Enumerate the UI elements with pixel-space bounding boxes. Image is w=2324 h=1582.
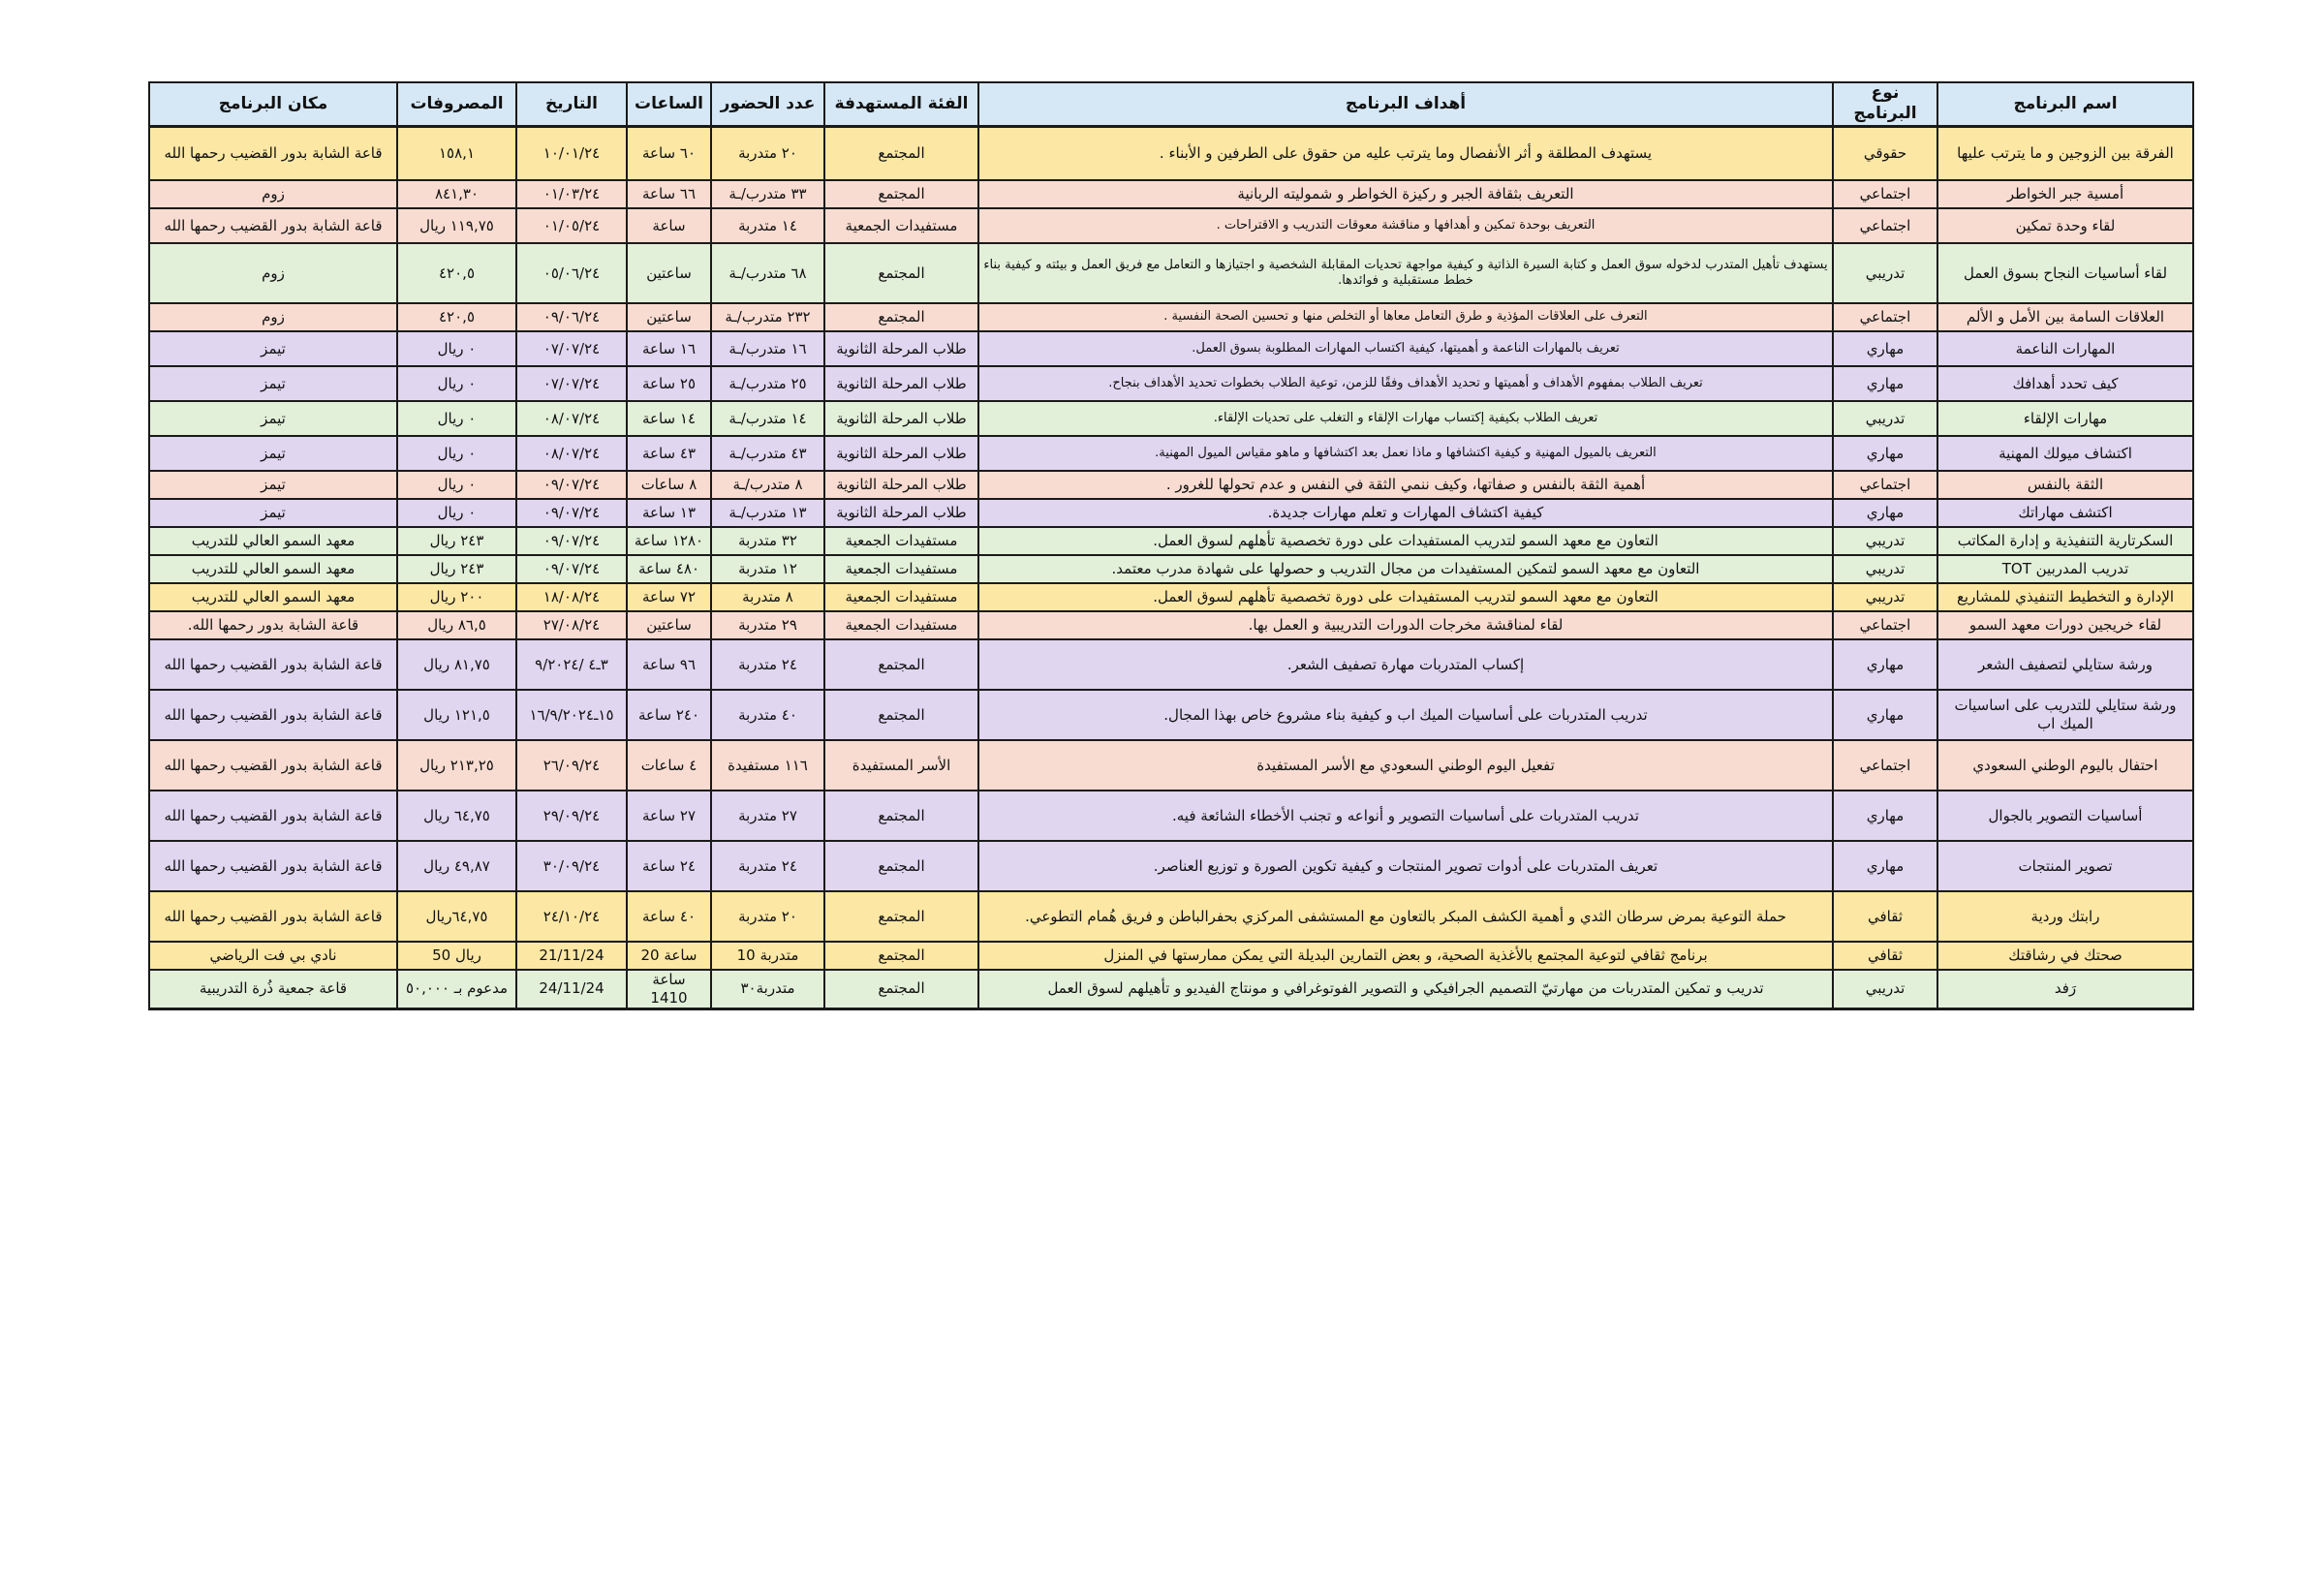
program-name: الفرقة بين الزوجين و ما يترتب عليها — [1937, 126, 2193, 180]
program-name: أمسية جبر الخواطر — [1937, 180, 2193, 208]
program-hours: ساعتين — [627, 243, 711, 303]
program-hours: ساعة 20 — [627, 942, 711, 970]
program-name: تصوير المنتجات — [1937, 841, 2193, 891]
program-name: اكتشاف ميولك المهنية — [1937, 436, 2193, 471]
program-goals: تعريف الطلاب بمفهوم الأهداف و أهميتها و تحديد الأهداف وفقًا للزمن، توعية الطلاب بخطوات تحديد الأهداف بنجاح. — [978, 366, 1833, 401]
program-name: لقاء وحدة تمكين — [1937, 208, 2193, 243]
program-hours: ٤٣ ساعة — [627, 436, 711, 471]
program-audience: طلاب المرحلة الثانوية — [824, 499, 978, 527]
program-expenses: ٨٤١,٣٠ — [397, 180, 516, 208]
program-hours: ٤٠ ساعة — [627, 891, 711, 942]
program-hours: ٤٨٠ ساعة — [627, 555, 711, 583]
table-row — [149, 791, 2193, 841]
program-date: ٠٩/٠٧/٢٤ — [516, 555, 627, 583]
program-attendance: ٢٧ متدربة — [711, 791, 824, 841]
program-name: المهارات الناعمة — [1937, 331, 2193, 366]
program-type: حقوقي — [1833, 126, 1937, 180]
program-date: ٠٨/٠٧/٢٤ — [516, 401, 627, 436]
table-row — [149, 208, 2193, 243]
program-hours: ١٦ ساعة — [627, 331, 711, 366]
program-attendance: متدربة 10 — [711, 942, 824, 970]
program-goals: إكساب المتدربات مهارة تصفيف الشعر. — [978, 639, 1833, 690]
program-type: مهاري — [1833, 499, 1937, 527]
program-hours: ٧٢ ساعة — [627, 583, 711, 611]
program-place: قاعة الشابة بدور رحمها الله. — [149, 611, 397, 639]
program-audience: المجتمع — [824, 180, 978, 208]
program-type: تدريبي — [1833, 243, 1937, 303]
program-place: قاعة الشابة بدور القضيب رحمها الله — [149, 639, 397, 690]
program-audience: مستفيدات الجمعية — [824, 527, 978, 555]
program-audience: مستفيدات الجمعية — [824, 583, 978, 611]
program-goals: كيفية اكتشاف المهارات و تعلم مهارات جديدة. — [978, 499, 1833, 527]
program-expenses: ٠ ريال — [397, 401, 516, 436]
program-name: ورشة ستايلي لتصفيف الشعر — [1937, 639, 2193, 690]
program-date: ٣٠/٠٩/٢٤ — [516, 841, 627, 891]
program-date: ٠٩/٠٦/٢٤ — [516, 303, 627, 331]
program-type: اجتماعي — [1833, 740, 1937, 791]
program-hours: ١٢٨٠ ساعة — [627, 527, 711, 555]
program-name: كيف تحدد أهدافك — [1937, 366, 2193, 401]
program-date: 24/11/24 — [516, 970, 627, 1008]
program-type: مهاري — [1833, 791, 1937, 841]
program-date: ٠٨/٠٧/٢٤ — [516, 436, 627, 471]
program-date: ٠١/٠٣/٢٤ — [516, 180, 627, 208]
program-attendance: ١٤ متدرب/ـة — [711, 401, 824, 436]
program-name: أساسيات التصوير بالجوال — [1937, 791, 2193, 841]
program-place: قاعة الشابة بدور القضيب رحمها الله — [149, 791, 397, 841]
program-attendance: ٢٤ متدربة — [711, 841, 824, 891]
program-expenses: ١٥٨,١ — [397, 126, 516, 180]
program-name: الإدارة و التخطيط التنفيذي للمشاريع — [1937, 583, 2193, 611]
table-row — [149, 180, 2193, 208]
program-date: ٢٤/١٠/٢٤ — [516, 891, 627, 942]
program-place: معهد السمو العالي للتدريب — [149, 527, 397, 555]
program-type: اجتماعي — [1833, 471, 1937, 499]
program-audience: طلاب المرحلة الثانوية — [824, 401, 978, 436]
program-expenses: ٦٤,٧٥ريال — [397, 891, 516, 942]
program-date: ١٠/٠١/٢٤ — [516, 126, 627, 180]
program-attendance: ١٢ متدربة — [711, 555, 824, 583]
table-row — [149, 401, 2193, 436]
program-expenses: ٠ ريال — [397, 366, 516, 401]
program-type: مهاري — [1833, 841, 1937, 891]
program-attendance: ٨ متدرب/ـة — [711, 471, 824, 499]
header-row — [149, 82, 2193, 126]
program-goals: التعاون مع معهد السمو لتمكين المستفيدات من مجال التدريب و حصولها على شهادة مدرب معتمد. — [978, 555, 1833, 583]
program-name: اكتشف مهاراتك — [1937, 499, 2193, 527]
table-row — [149, 303, 2193, 331]
program-type: اجتماعي — [1833, 611, 1937, 639]
program-audience: مستفيدات الجمعية — [824, 555, 978, 583]
header-audience: الفئة المستهدفة — [824, 82, 978, 126]
header-name: اسم البرنامج — [1937, 82, 2193, 126]
program-name: رَفد — [1937, 970, 2193, 1008]
table-row — [149, 611, 2193, 639]
program-place: تيمز — [149, 499, 397, 527]
program-audience: المجتمع — [824, 690, 978, 740]
program-hours: ١٤ ساعة — [627, 401, 711, 436]
program-audience: الأسر المستفيدة — [824, 740, 978, 791]
program-goals: تعريف بالمهارات الناعمة و أهميتها، كيفية اكتساب المهارات المطلوبة بسوق العمل. — [978, 331, 1833, 366]
program-type: تدريبي — [1833, 527, 1937, 555]
program-audience: طلاب المرحلة الثانوية — [824, 436, 978, 471]
program-date: ٠٧/٠٧/٢٤ — [516, 366, 627, 401]
program-expenses: مدعوم بـ ٥٠,٠٠٠ — [397, 970, 516, 1008]
program-place: قاعة الشابة بدور القضيب رحمها الله — [149, 690, 397, 740]
program-attendance: ٢٥ متدرب/ـة — [711, 366, 824, 401]
program-audience: المجتمع — [824, 303, 978, 331]
program-audience: المجتمع — [824, 243, 978, 303]
table-row — [149, 841, 2193, 891]
program-hours: ساعة 1410 — [627, 970, 711, 1008]
program-hours: ساعتين — [627, 303, 711, 331]
program-attendance: ٢٠ متدربة — [711, 891, 824, 942]
program-date: ٠٧/٠٧/٢٤ — [516, 331, 627, 366]
program-hours: ٦٠ ساعة — [627, 126, 711, 180]
program-audience: المجتمع — [824, 942, 978, 970]
program-date: ٢٩/٠٩/٢٤ — [516, 791, 627, 841]
program-goals: لقاء لمناقشة مخرجات الدورات التدريبية و العمل بها. — [978, 611, 1833, 639]
program-place: تيمز — [149, 401, 397, 436]
table-row — [149, 436, 2193, 471]
program-place: تيمز — [149, 436, 397, 471]
program-name: العلاقات السامة بين الأمل و الألم — [1937, 303, 2193, 331]
program-hours: ١٣ ساعة — [627, 499, 711, 527]
program-expenses: ٨١,٧٥ ريال — [397, 639, 516, 690]
program-date: ٢٦/٠٩/٢٤ — [516, 740, 627, 791]
program-place: تيمز — [149, 471, 397, 499]
table-row — [149, 471, 2193, 499]
program-goals: تعريف المتدربات على أدوات تصوير المنتجات و كيفية تكوين الصورة و توزيع العناصر. — [978, 841, 1833, 891]
program-hours: ٤ ساعات — [627, 740, 711, 791]
program-place: قاعة الشابة بدور القضيب رحمها الله — [149, 740, 397, 791]
program-type: اجتماعي — [1833, 208, 1937, 243]
program-goals: أهمية الثقة بالنفس و صفاتها، وكيف ننمي الثقة في النفس و عدم تحولها للغرور . — [978, 471, 1833, 499]
program-goals: التعريف بثقافة الجبر و ركيزة الخواطر و شموليته الربانية — [978, 180, 1833, 208]
program-report-sheet — [150, 81, 2194, 1010]
program-expenses: ٤٢٠,٥ — [397, 303, 516, 331]
program-type: مهاري — [1833, 366, 1937, 401]
program-date: ٠١/٠٥/٢٤ — [516, 208, 627, 243]
program-goals: التعاون مع معهد السمو لتدريب المستفيدات على دورة تخصصية تأهلهم لسوق العمل. — [978, 527, 1833, 555]
program-goals: يستهدف تأهيل المتدرب لدخوله سوق العمل و كتابة السيرة الذاتية و كيفية مواجهة تحديات المقابلة الشخصية و اجتيازها و التعامل مع فريق العمل و بيئته و كيفية بناء خطط مستقبلية و فوائدها. — [978, 243, 1833, 303]
table-row — [149, 690, 2193, 740]
program-expenses: ٢١٣,٢٥ ريال — [397, 740, 516, 791]
table-row — [149, 527, 2193, 555]
program-place: زوم — [149, 303, 397, 331]
program-expenses: ٢٤٣ ريال — [397, 555, 516, 583]
program-goals: التعاون مع معهد السمو لتدريب المستفيدات على دورة تخصصية تأهلهم لسوق العمل. — [978, 583, 1833, 611]
program-place: زوم — [149, 180, 397, 208]
program-place: معهد السمو العالي للتدريب — [149, 583, 397, 611]
program-date: ٣ـ٤ /٩/٢٠٢٤ — [516, 639, 627, 690]
program-expenses: ٤٢٠,٥ — [397, 243, 516, 303]
program-place: نادي بي فت الرياضي — [149, 942, 397, 970]
program-hours: ٢٤٠ ساعة — [627, 690, 711, 740]
program-goals: تفعيل اليوم الوطني السعودي مع الأسر المستفيدة — [978, 740, 1833, 791]
table-row — [149, 126, 2193, 180]
program-goals: حملة التوعية بمرض سرطان الثدي و أهمية الكشف المبكر بالتعاون مع المستشفى المركزي بحفرالباطن و فريق هُمام التطوعي. — [978, 891, 1833, 942]
program-place: تيمز — [149, 366, 397, 401]
program-expenses: ١١٩,٧٥ ريال — [397, 208, 516, 243]
program-place: قاعة الشابة بدور القضيب رحمها الله — [149, 841, 397, 891]
table-row — [149, 331, 2193, 366]
program-name: صحتك في رشاقتك — [1937, 942, 2193, 970]
program-name: مهارات الإلقاء — [1937, 401, 2193, 436]
program-type: اجتماعي — [1833, 180, 1937, 208]
program-type: ثقافي — [1833, 891, 1937, 942]
program-place: قاعة جمعية ذُرة التدريبية — [149, 970, 397, 1008]
program-goals: تدريب المتدربات على أساسيات التصوير و أنواعه و تجنب الأخطاء الشائعة فيه. — [978, 791, 1833, 841]
program-attendance: ٨ متدربة — [711, 583, 824, 611]
program-attendance: ١٣ متدرب/ـة — [711, 499, 824, 527]
program-name: ورشة ستايلي للتدريب على اساسيات الميك اب — [1937, 690, 2193, 740]
program-type: تدريبي — [1833, 583, 1937, 611]
program-goals: التعرف على العلاقات المؤذية و طرق التعامل معاها أو التخلص منها و تحسين الصحة النفسية . — [978, 303, 1833, 331]
program-audience: المجتمع — [824, 970, 978, 1008]
table-row — [149, 555, 2193, 583]
program-expenses: ريال 50 — [397, 942, 516, 970]
program-audience: طلاب المرحلة الثانوية — [824, 366, 978, 401]
header-hours: الساعات — [627, 82, 711, 126]
program-audience: مستفيدات الجمعية — [824, 208, 978, 243]
program-place: معهد السمو العالي للتدريب — [149, 555, 397, 583]
program-name: تدريب المدربين TOT — [1937, 555, 2193, 583]
program-goals: برنامج ثقافي لتوعية المجتمع بالأغذية الصحية، و بعض التمارين البديلة التي يمكن ممارستها في المنزل — [978, 942, 1833, 970]
program-audience: المجتمع — [824, 841, 978, 891]
program-date: ٠٩/٠٧/٢٤ — [516, 471, 627, 499]
program-attendance: ٤٠ متدربة — [711, 690, 824, 740]
program-type: اجتماعي — [1833, 303, 1937, 331]
program-attendance: ٣٣ متدرب/ـة — [711, 180, 824, 208]
program-attendance: ١٤ متدربة — [711, 208, 824, 243]
program-attendance: ٢٣٢ متدرب/ـة — [711, 303, 824, 331]
program-date: ٢٧/٠٨/٢٤ — [516, 611, 627, 639]
program-date: 21/11/24 — [516, 942, 627, 970]
program-expenses: ٠ ريال — [397, 499, 516, 527]
program-expenses: ١٢١,٥ ريال — [397, 690, 516, 740]
program-name: السكرتارية التنفيذية و إدارة المكاتب — [1937, 527, 2193, 555]
program-audience: طلاب المرحلة الثانوية — [824, 331, 978, 366]
program-type: مهاري — [1833, 639, 1937, 690]
program-date: ٠٥/٠٦/٢٤ — [516, 243, 627, 303]
program-place: قاعة الشابة بدور القضيب رحمها الله — [149, 126, 397, 180]
program-hours: ٨ ساعات — [627, 471, 711, 499]
table-row — [149, 970, 2193, 1008]
program-hours: ساعة — [627, 208, 711, 243]
program-hours: ٢٧ ساعة — [627, 791, 711, 841]
program-date: ١٨/٠٨/٢٤ — [516, 583, 627, 611]
program-attendance: ٢٤ متدربة — [711, 639, 824, 690]
program-audience: طلاب المرحلة الثانوية — [824, 471, 978, 499]
program-type: تدريبي — [1833, 555, 1937, 583]
programs-table — [148, 81, 2194, 1010]
program-audience: مستفيدات الجمعية — [824, 611, 978, 639]
program-type: مهاري — [1833, 331, 1937, 366]
program-attendance: ٦٨ متدرب/ـة — [711, 243, 824, 303]
program-name: احتفال باليوم الوطني السعودي — [1937, 740, 2193, 791]
table-row — [149, 740, 2193, 791]
header-goals: أهداف البرنامج — [978, 82, 1833, 126]
program-expenses: ٤٩,٨٧ ريال — [397, 841, 516, 891]
table-row — [149, 891, 2193, 942]
table-row — [149, 366, 2193, 401]
header-date: التاريخ — [516, 82, 627, 126]
program-audience: المجتمع — [824, 791, 978, 841]
program-date: ٠٩/٠٧/٢٤ — [516, 499, 627, 527]
table-row — [149, 639, 2193, 690]
program-type: تدريبي — [1833, 401, 1937, 436]
program-attendance: متدربة٣٠ — [711, 970, 824, 1008]
program-place: قاعة الشابة بدور القضيب رحمها الله — [149, 891, 397, 942]
program-attendance: ٢٩ متدربة — [711, 611, 824, 639]
program-date: ٠٩/٠٧/٢٤ — [516, 527, 627, 555]
table-row — [149, 499, 2193, 527]
program-goals: تعريف الطلاب بكيفية إكتساب مهارات الإلقاء و التغلب على تحديات الإلقاء. — [978, 401, 1833, 436]
program-name: لقاء أساسيات النجاح بسوق العمل — [1937, 243, 2193, 303]
program-type: مهاري — [1833, 436, 1937, 471]
program-attendance: ١٦ متدرب/ـة — [711, 331, 824, 366]
program-type: ثقافي — [1833, 942, 1937, 970]
header-expenses: المصروفات — [397, 82, 516, 126]
program-goals: يستهدف المطلقة و أثر الأنفصال وما يترتب عليه من حقوق على الطرفين و الأبناء . — [978, 126, 1833, 180]
program-expenses: ٢٠٠ ريال — [397, 583, 516, 611]
table-row — [149, 583, 2193, 611]
program-expenses: ٠ ريال — [397, 471, 516, 499]
program-audience: المجتمع — [824, 891, 978, 942]
program-hours: ٦٦ ساعة — [627, 180, 711, 208]
program-hours: ٩٦ ساعة — [627, 639, 711, 690]
program-expenses: ٦٤,٧٥ ريال — [397, 791, 516, 841]
program-goals: تدريب و تمكين المتدربات من مهارتيّ التصميم الجرافيكي و التصوير الفوتوغرافي و مونتاج الفيديو و تأهيلهم لسوق العمل — [978, 970, 1833, 1008]
program-attendance: ٢٠ متدربة — [711, 126, 824, 180]
program-expenses: ٠ ريال — [397, 436, 516, 471]
program-goals: تدريب المتدربات على أساسيات الميك اب و كيفية بناء مشروع خاص بهذا المجال. — [978, 690, 1833, 740]
program-name: الثقة بالنفس — [1937, 471, 2193, 499]
program-place: زوم — [149, 243, 397, 303]
program-type: مهاري — [1833, 690, 1937, 740]
header-place: مكان البرنامج — [149, 82, 397, 126]
table-row — [149, 243, 2193, 303]
program-hours: ٢٤ ساعة — [627, 841, 711, 891]
program-name: لقاء خريجين دورات معهد السمو — [1937, 611, 2193, 639]
program-date: ١٥ـ١٦/٩/٢٠٢٤ — [516, 690, 627, 740]
program-hours: ساعتين — [627, 611, 711, 639]
program-hours: ٢٥ ساعة — [627, 366, 711, 401]
program-goals: التعريف بوحدة تمكين و أهدافها و مناقشة معوقات التدريب و الاقتراحات . — [978, 208, 1833, 243]
program-attendance: ٣٢ متدربة — [711, 527, 824, 555]
program-attendance: ١١٦ مستفيدة — [711, 740, 824, 791]
program-audience: المجتمع — [824, 639, 978, 690]
program-goals: التعريف بالميول المهنية و كيفية اكتشافها و ماذا نعمل بعد اكتشافها و ماهو مقياس الميول المهنية. — [978, 436, 1833, 471]
program-expenses: ٨٦,٥ ريال — [397, 611, 516, 639]
program-audience: المجتمع — [824, 126, 978, 180]
program-attendance: ٤٣ متدرب/ـة — [711, 436, 824, 471]
program-place: قاعة الشابة بدور القضيب رحمها الله — [149, 208, 397, 243]
program-expenses: ٠ ريال — [397, 331, 516, 366]
program-expenses: ٢٤٣ ريال — [397, 527, 516, 555]
program-name: رابتك وردية — [1937, 891, 2193, 942]
header-attendance: عدد الحضور — [711, 82, 824, 126]
header-type: نوع البرنامج — [1833, 82, 1937, 126]
program-type: تدريبي — [1833, 970, 1937, 1008]
program-place: تيمز — [149, 331, 397, 366]
table-row — [149, 942, 2193, 970]
